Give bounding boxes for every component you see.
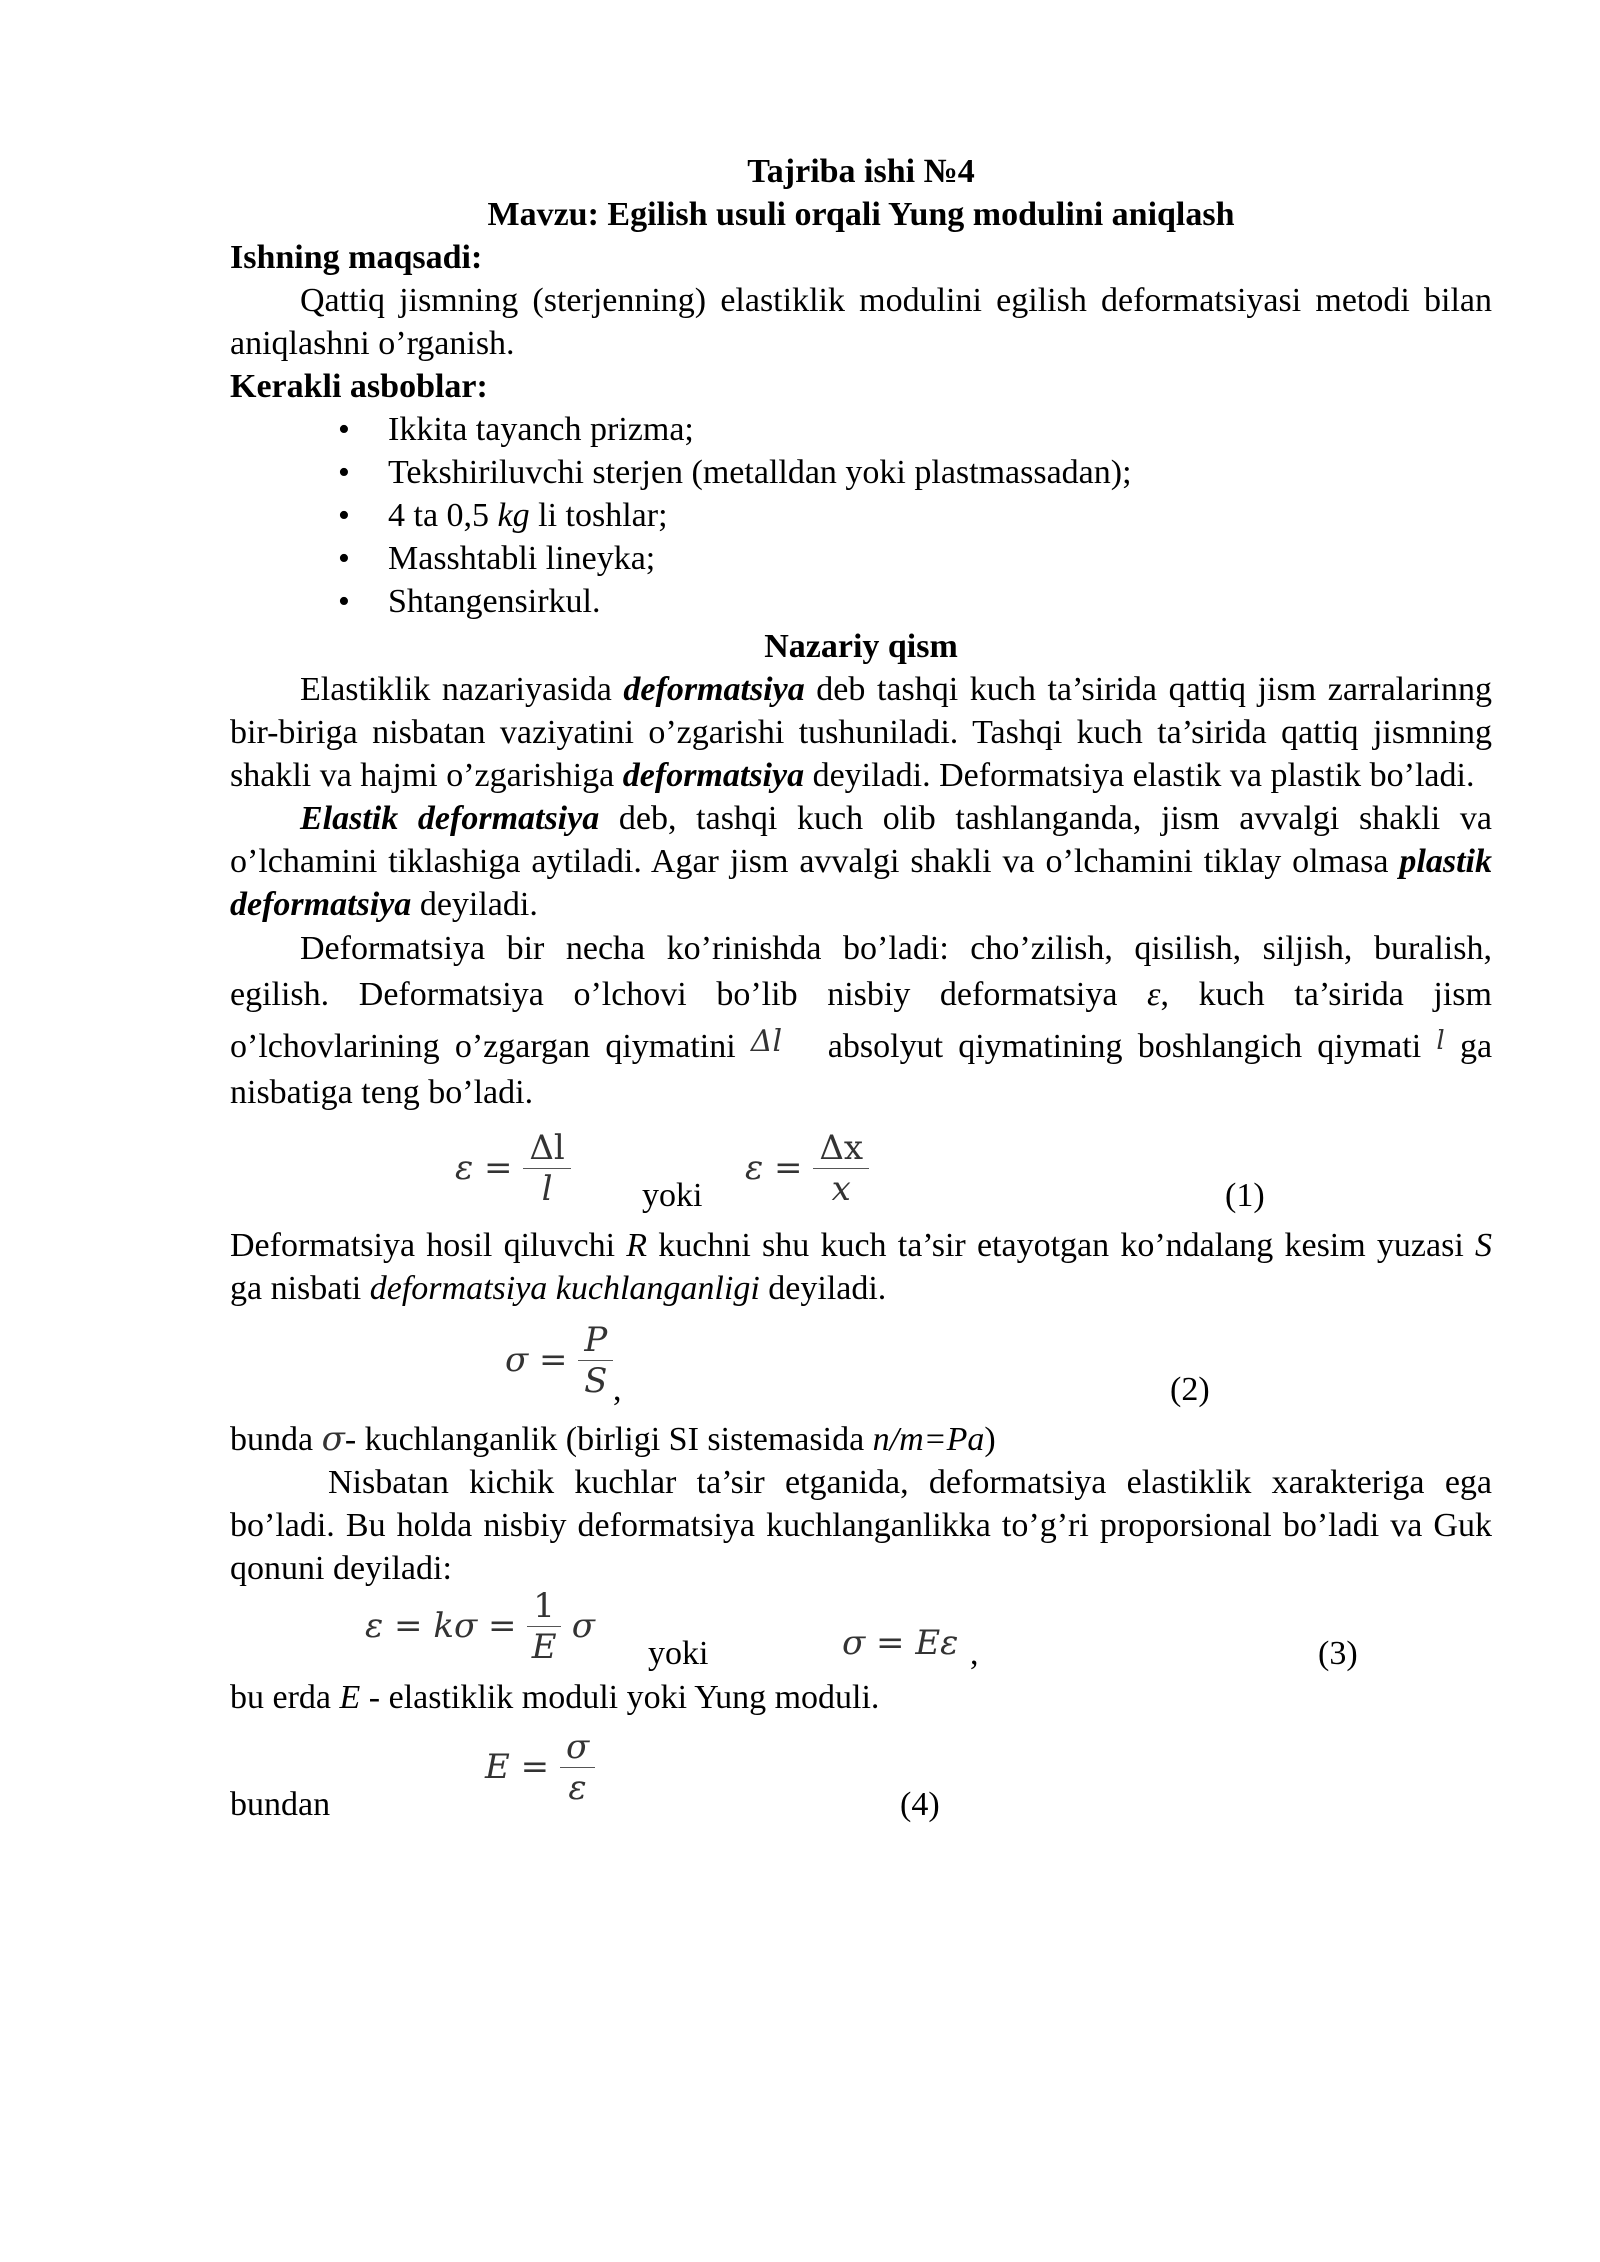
- document-title: Tajriba ishi №4: [747, 153, 975, 190]
- formula-4: bundan E = $\frac{\sigma}{\varepsilon}$ (4): [230, 1719, 1492, 1829]
- formula-3: ε = kσ = $\frac{1}{E}$ σ yoki σ = Eε , (3): [230, 1590, 1492, 1676]
- list-item: • Masshtabli lineyka;: [338, 537, 1492, 580]
- tools-heading: Kerakli asboblar:: [230, 368, 488, 405]
- list-item: • Ikkita tayanch prizma;: [338, 408, 1492, 451]
- formula-3-yoki: yoki: [648, 1635, 709, 1672]
- document-topic: Mavzu: Egilish usuli orqali Yung modulini aniqlash: [487, 196, 1235, 233]
- formula-4-label: bundan: [230, 1786, 331, 1823]
- bullet-icon: •: [338, 583, 350, 620]
- formula-1-yoki: yoki: [642, 1177, 703, 1214]
- theory-paragraph-5: bunda σ- kuchlanganlik (birligi SI sistemasida n/m=Pa): [230, 1419, 996, 1459]
- theory-paragraph-1: Elastiklik nazariyasida deformatsiya deb tashqi kuch ta’sirida qattiq jism zarralarinng bir-biriga nisbatan vaziyatini o’zgarishi tushuniladi. Tashqi kuch ta’sirida qattiq jismning shakli va hajmi o’zgarishiga deformatsiya deyiladi. Deformatsiya elastik va plastik bo’ladi.: [230, 671, 1492, 794]
- formula-1: ε = $\frac{\Delta l}{l}$ yoki ε = $\frac{\Delta x}{x}$ (1): [230, 1116, 1492, 1224]
- formula-4-number: (4): [900, 1786, 940, 1823]
- goal-heading: Ishning maqsadi:: [230, 239, 483, 276]
- formula-2: σ = $\frac{P}{S}$ , (2): [230, 1310, 1492, 1418]
- goal-paragraph: Qattiq jismning (sterjenning) elastiklik modulini egilish deformatsiyasi metodi bilan aniqlashni o’rganish.: [230, 282, 1492, 362]
- formula-1-number: (1): [1225, 1177, 1265, 1214]
- formula-2-number: (2): [1170, 1371, 1210, 1408]
- theory-paragraph-7: bu erda E - elastiklik moduli yoki Yung moduli.: [230, 1679, 880, 1716]
- document-content: [230, 150, 1492, 1829]
- list-item: • Shtangensirkul.: [338, 580, 1492, 623]
- bullet-icon: •: [338, 540, 350, 577]
- formula-3-number: (3): [1318, 1635, 1358, 1672]
- theory-paragraph-3: Deformatsiya bir necha ko’rinishda bo’ladi: cho’zilish, qisilish, siljish, buralish, egilish. Deformatsiya o’lchovi bo’lib nisbiy deformatsiya ε, kuch ta’sirida jism o’lchovlarining o’zgargan qiymatini Δl absolyut qiymatining boshlangich qiymati $^l$ ga nisbatiga teng bo’ladi.: [230, 930, 1493, 1111]
- bullet-icon: •: [338, 411, 350, 448]
- tools-list: [230, 408, 1492, 623]
- bullet-icon: •: [338, 497, 350, 534]
- theory-paragraph-2: Elastik deformatsiya deb, tashqi kuch olib tashlanganda, jism avvalgi shakli va o’lchamini tiklashiga aytiladi. Agar jism avvalgi shakli va o’lchamini tiklay olmasa plastik deformatsiya deyiladi.: [230, 800, 1492, 923]
- list-item: • 4 ta 0,5 kg li toshlar;: [338, 494, 1492, 537]
- list-item: • Tekshiriluvchi sterjen (metalldan yoki plastmassadan);: [338, 451, 1492, 494]
- theory-paragraph-6: Nisbatan kichik kuchlar ta’sir etganida, deformatsiya elastiklik xarakteriga ega bo’ladi. Bu holda nisbiy deformatsiya kuchlanganlikka to’g’ri proporsional bo’ladi va Guk qonuni deyiladi:: [230, 1464, 1492, 1587]
- bullet-icon: •: [338, 454, 350, 491]
- theory-heading: Nazariy qism: [764, 628, 958, 665]
- theory-paragraph-4: Deformatsiya hosil qiluvchi R kuchni shu kuch ta’sir etayotgan ko’ndalang kesim yuzasi S ga nisbati deformatsiya kuchlanganligi deyiladi.: [230, 1227, 1492, 1307]
